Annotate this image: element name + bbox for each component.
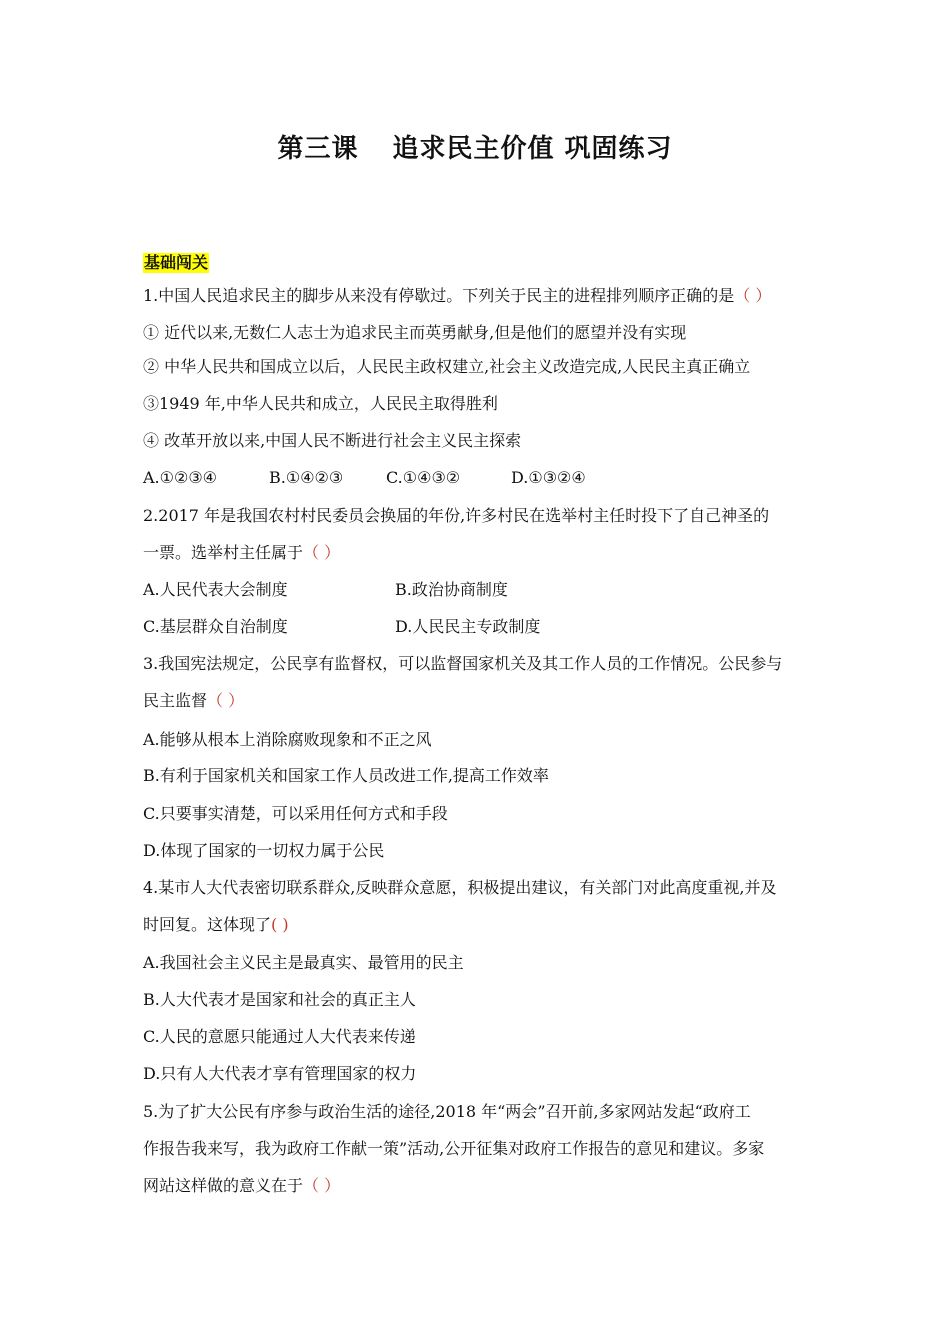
question-2-stem-line-1: 2.2017 年是我国农村村民委员会换届的年份,许多村民在选举村主任时投下了自己神圣的 [143, 506, 770, 525]
page-title [0, 128, 950, 165]
question-1-item-3: ③1949 年,中华人民共和成立，人民民主取得胜利 [143, 394, 498, 413]
question-4-text: 时回复。这体现了 [143, 915, 272, 934]
question-5-stem-line-3 [143, 1175, 340, 1197]
question-2-text: 一票。选举村主任属于 [143, 543, 304, 562]
question-4-option-b: B.人大代表才是国家和社会的真正主人 [143, 990, 416, 1009]
answer-paren: （ ） [734, 286, 772, 305]
option-a: A.①②③④ [143, 468, 218, 487]
question-5-stem-line-1: 5.为了扩大公民有序参与政治生活的途径,2018 年“两会”召开前,多家网站发起“政府工 [143, 1102, 751, 1121]
title-lesson: 第三课 [277, 134, 359, 164]
question-3-option-b: B.有利于国家机关和国家工作人员改进工作,提高工作效率 [143, 766, 549, 785]
answer-paren: （ ） [303, 543, 341, 562]
question-4-option-d: D.只有人大代表才享有管理国家的权力 [143, 1064, 417, 1083]
question-3-text: 民主监督 [143, 691, 208, 710]
question-1-item-1: ① 近代以来,无数仁人志士为追求民主而英勇献身,但是他们的愿望并没有实现 [143, 323, 687, 342]
question-2-stem-line-2 [143, 542, 340, 564]
question-4-option-c: C.人民的意愿只能通过人大代表来传递 [143, 1027, 416, 1046]
option-b: B.①④②③ [269, 468, 344, 487]
question-1-item-4: ④ 改革开放以来,中国人民不断进行社会主义民主探索 [143, 431, 522, 450]
question-5-text: 网站这样做的意义在于 [143, 1176, 304, 1195]
option-d: D.①③②④ [511, 468, 586, 487]
question-3-stem-line-2 [143, 690, 244, 712]
question-4-stem-line-1: 4.某市人大代表密切联系群众,反映群众意愿，积极提出建议，有关部门对此高度重视,并及 [143, 878, 777, 897]
answer-paren: （ ） [303, 1176, 341, 1195]
section-heading: 基础闯关 [144, 253, 209, 272]
answer-paren: （ ） [207, 691, 245, 710]
option-c: C.基层群众自治制度 [143, 617, 288, 636]
option-d: D.人民民主专政制度 [395, 617, 541, 636]
question-3-option-c: C.只要事实清楚，可以采用任何方式和手段 [143, 804, 448, 823]
option-c: C.①④③② [386, 468, 461, 487]
question-4-option-a: A.我国社会主义民主是最真实、最管用的民主 [143, 953, 464, 972]
option-b: B.政治协商制度 [395, 580, 508, 599]
question-3-option-d: D.体现了国家的一切权力属于公民 [143, 841, 385, 860]
question-1-item-2: ② 中华人民共和国成立以后，人民民主政权建立,社会主义改造完成,人民民主真正确立 [143, 357, 751, 376]
question-4-stem-line-2 [143, 914, 289, 936]
question-3-stem-line-1: 3.我国宪法规定，公民享有监督权，可以监督国家机关及其工作人员的工作情况。公民参与 [143, 654, 783, 673]
question-5-stem-line-2: 作报告我来写，我为政府工作献一策”活动,公开征集对政府工作报告的意见和建议。多家 [143, 1139, 765, 1158]
option-a: A.人民代表大会制度 [143, 580, 288, 599]
question-1-stem [143, 285, 771, 307]
title-topic: 追求民主价值 巩固练习 [392, 134, 673, 164]
answer-paren: ( ) [271, 915, 289, 934]
question-3-option-a: A.能够从根本上消除腐败现象和不正之风 [143, 730, 432, 749]
question-1-text: 1.中国人民追求民主的脚步从来没有停歇过。下列关于民主的进程排列顺序正确的是 [143, 286, 735, 305]
